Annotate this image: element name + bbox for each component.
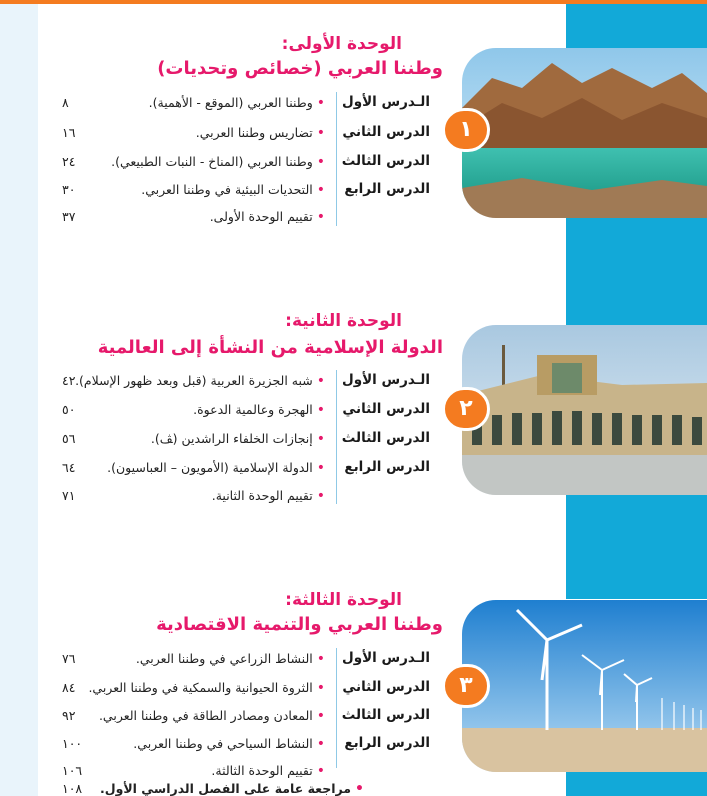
lessons-separator (336, 92, 337, 226)
lessons-separator (336, 370, 337, 504)
lesson-topic-text: شبه الجزيرة العربية (قبل وبعد ظهور الإسلام). (75, 373, 313, 388)
page-number: ١٠٠ (62, 736, 83, 751)
lesson-topic-text: تضاريس وطننا العربي. (195, 125, 313, 140)
unit-2-number-badge: ٢ (442, 387, 490, 431)
unit-3-title: وطننا العربي والتنمية الاقتصادية (156, 614, 443, 635)
bullet-dot: • (316, 209, 325, 225)
bullet-dot: • (316, 680, 325, 696)
unit-3-label: الوحدة الثالثة: (285, 590, 402, 610)
lesson-topic[interactable] (111, 154, 325, 170)
lesson-topic[interactable] (133, 736, 325, 752)
lesson-topic-text: المعادن ومصادر الطاقة في وطننا العربي. (98, 708, 313, 723)
lesson-topic[interactable] (88, 680, 325, 696)
lesson-topic-text: الثروة الحيوانية والسمكية في وطننا العربي. (88, 680, 313, 695)
general-review[interactable] (100, 781, 364, 796)
bullet-dot: • (316, 736, 325, 752)
page-number: ٥٠ (62, 402, 76, 417)
lesson-topic[interactable] (151, 431, 325, 447)
lesson-name: الـدرس الأول (342, 650, 430, 666)
page-number: ٨ (62, 95, 69, 110)
lesson-topic[interactable] (193, 402, 325, 418)
page-number: ٤٢ (62, 373, 76, 388)
lesson-name: الدرس الرابع (344, 181, 430, 197)
unit-evaluation[interactable] (211, 763, 325, 779)
unit-evaluation-text: تقييم الوحدة الأولى. (209, 209, 313, 224)
lesson-topic-text: النشاط السياحي في وطننا العربي. (133, 736, 313, 751)
lesson-topic[interactable] (149, 95, 325, 111)
teal-block (566, 492, 707, 599)
lesson-topic-text: إنجازات الخلفاء الراشدين (ﭫ). (150, 431, 313, 446)
bullet-dot: • (316, 708, 325, 724)
unit-3-number-badge: ٣ (442, 664, 490, 708)
lesson-name: الدرس الثاني (342, 401, 430, 417)
lesson-topic-text: النشاط الزراعي في وطننا العربي. (135, 651, 313, 666)
lesson-topic[interactable] (196, 125, 325, 141)
lesson-topic[interactable] (99, 708, 325, 724)
teal-block (566, 772, 707, 796)
unit-2-label: الوحدة الثانية: (285, 311, 402, 331)
lesson-name: الدرس الثالث (341, 430, 430, 446)
bullet-dot: • (316, 431, 325, 447)
page-number: ٩٢ (62, 708, 76, 723)
teal-block (566, 217, 707, 325)
lesson-name: الدرس الثالث (341, 707, 430, 723)
bullet-dot: • (316, 95, 325, 111)
unit-evaluation[interactable] (212, 488, 325, 504)
lesson-topic-text: وطننا العربي (الموقع - الأهمية). (148, 95, 313, 110)
unit-1-number-badge: ١ (442, 108, 490, 152)
lesson-topic[interactable] (75, 373, 325, 389)
unit-2-title: الدولة الإسلامية من النشأة إلى العالمية (97, 337, 443, 358)
lesson-name: الـدرس الأول (342, 372, 430, 388)
page-number: ٣٠ (62, 182, 76, 197)
page-number: ١٠٦ (62, 763, 83, 778)
bullet-dot: • (316, 763, 325, 779)
lesson-topic-text: الدولة الإسلامية (الأمويون – العباسيون). (107, 460, 313, 475)
teal-block (566, 4, 707, 48)
unit-evaluation-text: تقييم الوحدة الثانية. (211, 488, 313, 503)
page-number: ١٠٨ (62, 781, 83, 796)
lesson-name: الدرس الثاني (342, 679, 430, 695)
lesson-topic[interactable] (141, 182, 325, 198)
bullet-dot: • (355, 781, 364, 796)
page-number: ٢٤ (62, 154, 76, 169)
lesson-topic[interactable] (107, 460, 325, 476)
bullet-dot: • (316, 402, 325, 418)
lesson-topic-text: الهجرة وعالمية الدعوة. (193, 402, 313, 417)
left-side-strip (0, 4, 38, 796)
unit-1-photo-mountain-lake (462, 48, 707, 218)
page-number: ٣٧ (62, 209, 76, 224)
bullet-dot: • (316, 125, 325, 141)
lesson-name: الـدرس الأول (342, 94, 430, 110)
unit-1-title: وطننا العربي (خصائص وتحديات) (157, 58, 443, 79)
lesson-topic-text: التحديات البيئية في وطننا العربي. (141, 182, 313, 197)
lesson-name: الدرس الرابع (344, 459, 430, 475)
bullet-dot: • (316, 182, 325, 198)
bullet-dot: • (316, 154, 325, 170)
unit-evaluation-text: تقييم الوحدة الثالثة. (211, 763, 313, 778)
lessons-separator (336, 648, 337, 768)
page-number: ٧١ (62, 488, 76, 503)
unit-3-photo-wind-turbines (462, 600, 707, 772)
lesson-name: الدرس الثالث (341, 153, 430, 169)
page-number: ٥٦ (62, 431, 76, 446)
page-number: ١٦ (62, 125, 76, 140)
bullet-dot: • (316, 373, 325, 389)
lesson-name: الدرس الرابع (344, 735, 430, 751)
bullet-dot: • (316, 488, 325, 504)
page-number: ٧٦ (62, 651, 76, 666)
bullet-dot: • (316, 651, 325, 667)
unit-2-photo-mosque (462, 325, 707, 495)
general-review-text: مراجعة عامة على الفصل الدراسي الأول. (99, 781, 352, 796)
bullet-dot: • (316, 460, 325, 476)
page-number: ٦٤ (62, 460, 76, 475)
unit-1-label: الوحدة الأولى: (281, 34, 402, 54)
lesson-topic-text: وطننا العربي (المناخ - النبات الطبيعي). (111, 154, 313, 169)
lesson-topic[interactable] (136, 651, 325, 667)
page-number: ٨٤ (62, 680, 76, 695)
lesson-name: الدرس الثاني (342, 124, 430, 140)
unit-evaluation[interactable] (210, 209, 325, 225)
